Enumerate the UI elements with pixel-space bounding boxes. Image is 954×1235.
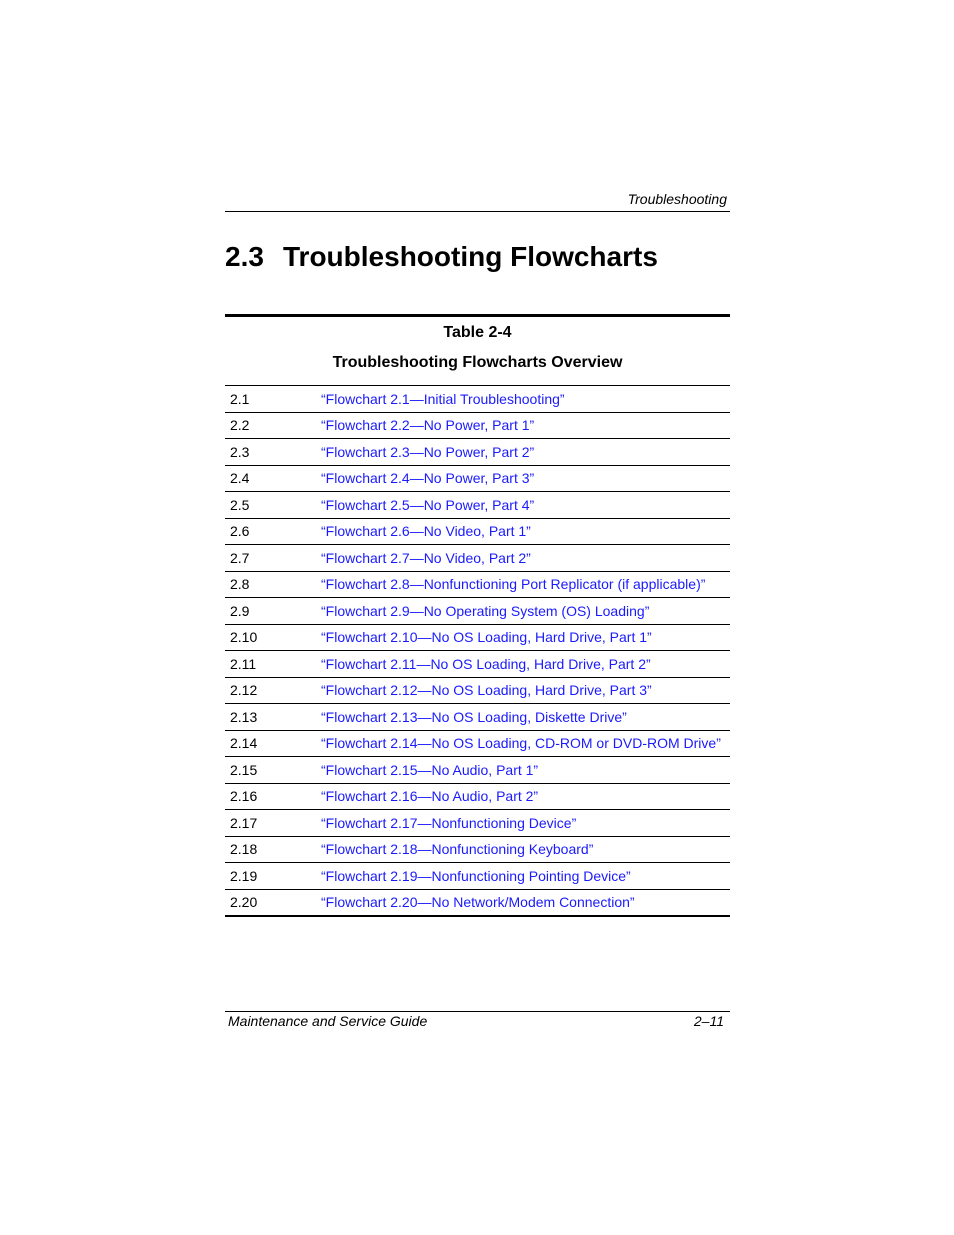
flowcharts-table [225, 385, 730, 917]
table-row [225, 677, 730, 704]
table-row [225, 757, 730, 784]
flowchart-number: 2.12 [225, 677, 321, 704]
flowchart-number: 2.16 [225, 783, 321, 810]
flowchart-number: 2.14 [225, 730, 321, 757]
flowchart-number: 2.2 [225, 412, 321, 439]
flowchart-link[interactable]: “Flowchart 2.11—No OS Loading, Hard Drive, Part 2” [321, 651, 730, 678]
flowchart-link[interactable]: “Flowchart 2.6—No Video, Part 1” [321, 518, 730, 545]
flowchart-number: 2.19 [225, 863, 321, 890]
table-row [225, 492, 730, 519]
table-row [225, 810, 730, 837]
flowchart-number: 2.6 [225, 518, 321, 545]
flowchart-number: 2.15 [225, 757, 321, 784]
table-top-rule [225, 314, 730, 317]
flowchart-link[interactable]: “Flowchart 2.7—No Video, Part 2” [321, 545, 730, 572]
flowchart-link[interactable]: “Flowchart 2.20—No Network/Modem Connection” [321, 894, 635, 911]
table-row [225, 412, 730, 439]
flowchart-link[interactable]: “Flowchart 2.9—No Operating System (OS) Loading” [321, 598, 730, 625]
table-row [225, 571, 730, 598]
section-number: 2.3 [225, 241, 264, 272]
flowchart-link[interactable]: “Flowchart 2.12—No OS Loading, Hard Drive, Part 3” [321, 677, 730, 704]
flowchart-number: 2.7 [225, 545, 321, 572]
flowchart-link[interactable]: “Flowchart 2.10—No OS Loading, Hard Drive, Part 1” [321, 624, 730, 651]
flowchart-link[interactable]: “Flowchart 2.5—No Power, Part 4” [321, 492, 730, 519]
footer-guide-title: Maintenance and Service Guide [228, 1013, 428, 1029]
flowchart-number: 2.8 [225, 571, 321, 598]
table-caption: Table 2-4 [443, 324, 512, 341]
flowchart-number: 2.10 [225, 624, 321, 651]
table-row [225, 518, 730, 545]
section-title [225, 241, 658, 273]
running-head: Troubleshooting [627, 191, 727, 207]
table-row [225, 783, 730, 810]
flowchart-link[interactable]: “Flowchart 2.8—Nonfunctioning Port Replicator (if applicable)” [321, 571, 730, 598]
flowchart-link[interactable]: “Flowchart 2.17—Nonfunctioning Device” [321, 810, 730, 837]
table-subcaption: Troubleshooting Flowcharts Overview [332, 354, 623, 371]
flowchart-link[interactable]: “Flowchart 2.16—No Audio, Part 2” [321, 783, 730, 810]
flowchart-number: 2.13 [225, 704, 321, 731]
table-row [225, 465, 730, 492]
flowchart-link[interactable]: “Flowchart 2.1—Initial Troubleshooting” [321, 386, 730, 413]
table-row [225, 386, 730, 413]
flowchart-number: 2.20 [230, 894, 258, 911]
table-row [225, 863, 730, 890]
table-row [225, 439, 730, 466]
table-row [225, 889, 730, 916]
table-row [225, 651, 730, 678]
flowchart-link[interactable]: “Flowchart 2.13—No OS Loading, Diskette Drive” [321, 704, 730, 731]
flowchart-number: 2.9 [225, 598, 321, 625]
table-row [225, 730, 730, 757]
header-rule [225, 211, 730, 212]
table-row [225, 704, 730, 731]
flowchart-link[interactable]: “Flowchart 2.18—Nonfunctioning Keyboard” [321, 836, 730, 863]
flowchart-number: 2.11 [225, 651, 321, 678]
flowchart-link[interactable]: “Flowchart 2.15—No Audio, Part 1” [321, 757, 730, 784]
flowchart-number: 2.18 [225, 836, 321, 863]
table-row [225, 598, 730, 625]
section-title-text: Troubleshooting Flowcharts [283, 241, 658, 272]
flowchart-link[interactable]: “Flowchart 2.2—No Power, Part 1” [321, 412, 730, 439]
footer-page-number: 2–11 [693, 1013, 724, 1029]
flowchart-number: 2.4 [225, 465, 321, 492]
flowcharts-table-body [225, 386, 730, 917]
table-row [225, 545, 730, 572]
flowchart-number: 2.3 [225, 439, 321, 466]
flowchart-link[interactable]: “Flowchart 2.3—No Power, Part 2” [321, 439, 730, 466]
footer-rule [225, 1011, 730, 1012]
table-row [225, 624, 730, 651]
table-row [225, 836, 730, 863]
flowchart-number: 2.17 [225, 810, 321, 837]
flowchart-link[interactable]: “Flowchart 2.19—Nonfunctioning Pointing Device” [321, 863, 730, 890]
flowchart-link[interactable]: “Flowchart 2.4—No Power, Part 3” [321, 465, 730, 492]
flowchart-number: 2.5 [225, 492, 321, 519]
flowchart-number: 2.1 [225, 386, 321, 413]
flowchart-link[interactable]: “Flowchart 2.14—No OS Loading, CD-ROM or DVD-ROM Drive” [321, 730, 730, 757]
